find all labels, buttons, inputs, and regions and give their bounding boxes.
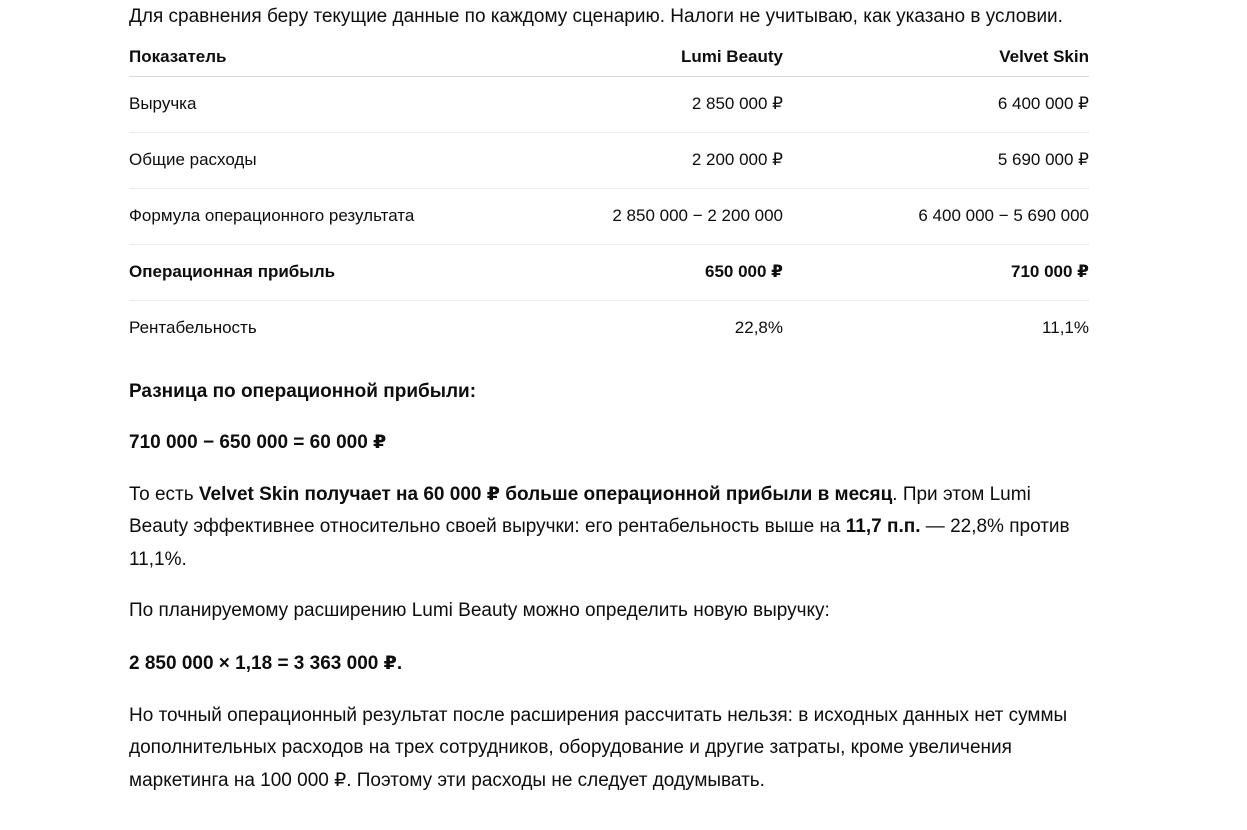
table-row (129, 300, 1089, 356)
expansion-paragraph: По планируемому расширению Lumi Beauty можно определить новую выручку: (129, 600, 830, 621)
row-velvet-value: 6 400 000 − 5 690 000 (783, 188, 1089, 244)
revenue-formula: 2 850 000 × 1,18 = 3 363 000 ₽. (129, 652, 403, 674)
row-label: Рентабельность (129, 318, 257, 337)
table-row (129, 132, 1089, 188)
intro-paragraph: Для сравнения беру текущие данные по каждому сценарию. Налоги не учитываю, как указано в условии. (129, 6, 1063, 27)
note-paragraph: Но точный операционный результат после расширения рассчитать нельзя: в исходных данных нет суммы дополнительных расходов на трех сотрудников, оборудование и другие затраты, кроме увеличения маркетинга на 100 000 ₽. Поэтому эти расходы не следует додумывать. (129, 704, 1068, 791)
table-header-indicator: Показатель (129, 38, 549, 77)
table-header-lumi: Lumi Beauty (549, 38, 783, 77)
row-velvet-value: 11,1% (1042, 318, 1089, 337)
row-label: Общие расходы (129, 132, 549, 188)
table-header-row (129, 38, 1089, 77)
row-velvet-value: 6 400 000 ₽ (783, 76, 1089, 132)
conclusion-suffix: — 22,8% против 11,1%. (129, 516, 1070, 570)
row-lumi-value: 650 000 ₽ (549, 244, 783, 300)
row-velvet-value: 710 000 ₽ (783, 244, 1089, 300)
row-label: Формула операционного результата (129, 188, 549, 244)
conclusion-emphasis: Velvet Skin получает на 60 000 ₽ больше операционной прибыли в месяц (198, 483, 893, 505)
table-row (129, 76, 1089, 132)
margin-difference: 11,7 п.п. (845, 516, 921, 537)
conclusion-middle: . При этом Lumi Beauty эффективнее относительно своей выручки: его рентабельность выше на (129, 483, 1031, 537)
row-lumi-value: 2 850 000 ₽ (549, 76, 783, 132)
conclusion-prefix: То есть (129, 483, 199, 505)
row-lumi-value: 2 200 000 ₽ (549, 132, 783, 188)
row-velvet-value: 5 690 000 ₽ (783, 132, 1089, 188)
comparison-table (129, 38, 1089, 356)
row-lumi-value: 2 850 000 − 2 200 000 (549, 188, 783, 244)
row-label: Выручка (129, 76, 549, 132)
diff-heading: Разница по операционной прибыли: (129, 380, 477, 402)
table-row-highlight (129, 244, 1089, 300)
table-header-velvet: Velvet Skin (783, 38, 1089, 77)
row-lumi-value: 22,8% (734, 318, 783, 337)
conclusion-paragraph (129, 479, 1089, 577)
row-label: Операционная прибыль (129, 244, 549, 300)
message-content (129, 0, 1089, 797)
table-row (129, 188, 1089, 244)
diff-formula: 710 000 − 650 000 = 60 000 ₽ (129, 431, 387, 453)
